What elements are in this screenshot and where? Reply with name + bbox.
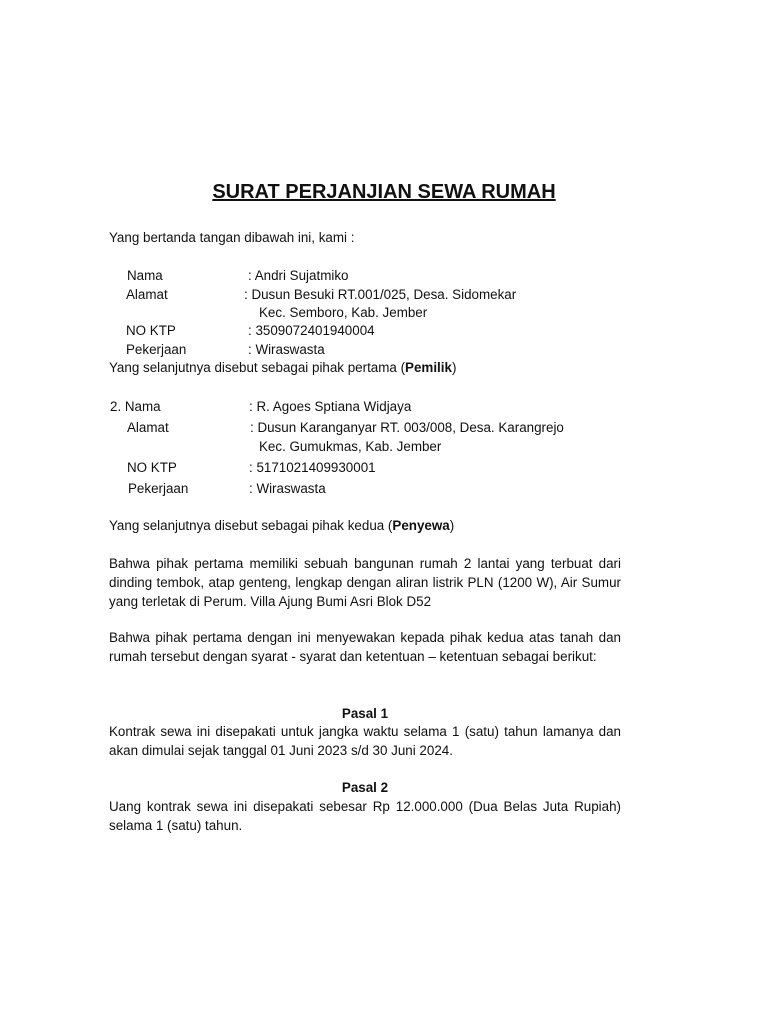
paragraph-property: Bahwa pihak pertama memiliki sebuah bangunan rumah 2 lantai yang terbuat dari dinding tembok, atap genteng, lengkap dengan aliran listrik PLN (1200 W), Air Sumur yang terletak di Perum. Villa Ajung Bumi Asri Blok D52 [109,556,621,609]
party2-role [109,516,454,535]
party2-nama-label: 2. Nama [110,399,161,414]
pasal1-heading: Pasal 1 [341,706,389,721]
party1-nama-value: : Andri Sujatmiko [248,268,349,283]
party1-ktp-value: : 3509072401940004 [248,323,375,338]
party2-alamat-value-1: : Dusun Karanganyar RT. 003/008, Desa. Karangrejo [250,420,564,435]
party1-alamat-value-2: Kec. Semboro, Kab. Jember [259,305,428,320]
document-title: SURAT PERJANJIAN SEWA RUMAH [212,181,556,203]
party1-pekerjaan-value: : Wiraswasta [248,342,325,357]
party2-role-bold: Penyewa [392,518,450,533]
party2-nama-value: : R. Agoes Sptiana Widjaya [249,399,412,414]
party1-nama-label: Nama [127,268,163,283]
pasal2-text: Uang kontrak sewa ini disepakati sebesar Rp 12.000.000 (Dua Belas Juta Rupiah) selama 1 (satu) tahun. [109,799,621,833]
party1-alamat-value-1: : Dusun Besuki RT.001/025, Desa. Sidomekar [244,287,517,302]
party1-role-bold: Pemilik [405,360,452,375]
intro-text: Yang bertanda tangan dibawah ini, kami : [109,230,355,245]
party1-role-prefix: Yang selanjutnya disebut sebagai pihak pertama ( [109,360,406,375]
party2-pekerjaan-label: Pekerjaan [128,481,189,496]
party1-alamat-label: Alamat [126,287,168,302]
party1-role-suffix: ) [451,360,457,375]
party1-pekerjaan-label: Pekerjaan [126,342,187,357]
party1-role [109,358,456,377]
party2-role-prefix: Yang selanjutnya disebut sebagai pihak kedua ( [109,518,393,533]
party2-alamat-label: Alamat [127,420,169,435]
party2-ktp-value: : 5171021409930001 [249,460,376,475]
pasal2-heading: Pasal 2 [341,780,389,795]
paragraph-terms: Bahwa pihak pertama dengan ini menyewakan kepada pihak kedua atas tanah dan rumah tersebut dengan syarat - syarat dan ketentuan – ketentuan sebagai berikut: [109,630,621,664]
pasal1-text: Kontrak sewa ini disepakati untuk jangka waktu selama 1 (satu) tahun lamanya dan akan dimulai sejak tanggal 01 Juni 2023 s/d 30 Juni 2024. [109,724,621,758]
party1-ktp-label: NO KTP [126,323,176,338]
party2-role-suffix: ) [449,518,455,533]
party2-ktp-label: NO KTP [127,460,177,475]
party2-alamat-value-2: Kec. Gumukmas, Kab. Jember [259,439,442,454]
party2-pekerjaan-value: : Wiraswasta [249,481,326,496]
